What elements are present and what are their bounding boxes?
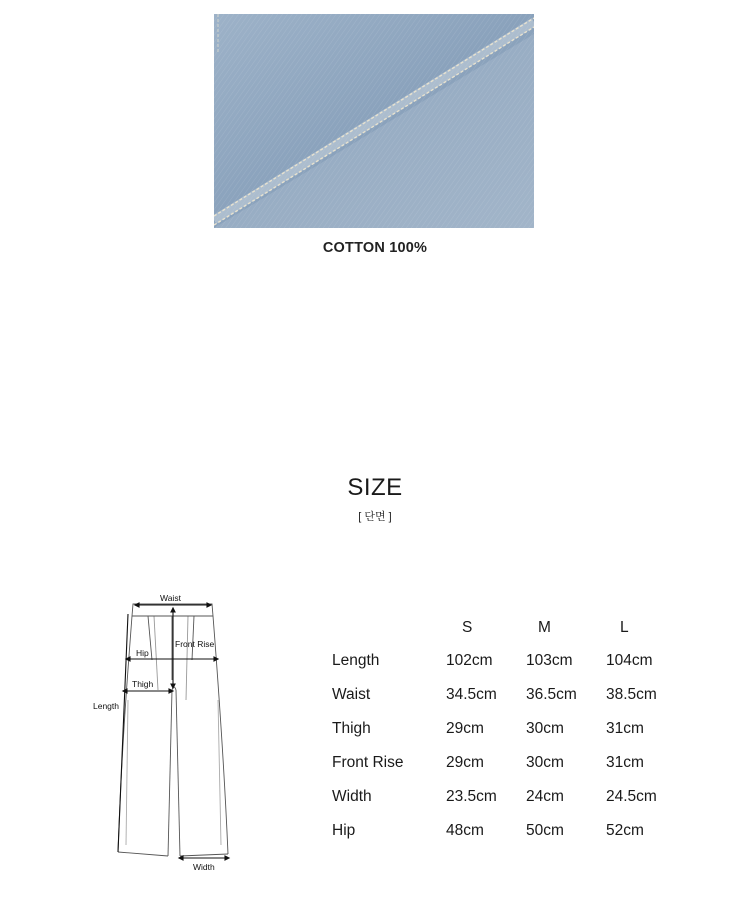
size-header-row [325, 612, 696, 644]
row-label: Front Rise [332, 754, 404, 771]
fabric-swatch-image [214, 14, 534, 228]
table-cell: 30cm [526, 754, 564, 771]
front-rise-label: Front Rise [175, 639, 215, 649]
table-cell: 31cm [606, 720, 644, 737]
length-label: Length [93, 701, 119, 711]
size-subheading: [ 단면 ] [358, 511, 392, 523]
table-cell: 36.5cm [526, 686, 577, 703]
table-row [325, 780, 696, 814]
table-row [325, 746, 696, 780]
row-label: Waist [332, 686, 371, 703]
hip-label: Hip [136, 648, 149, 658]
table-cell: 104cm [606, 652, 653, 669]
size-chart-table [325, 612, 696, 848]
table-cell: 52cm [606, 822, 644, 839]
row-label: Width [332, 788, 372, 805]
size-heading: SIZE [347, 474, 403, 501]
pants-measurement-diagram [88, 590, 248, 880]
table-cell: 29cm [446, 720, 484, 737]
row-label: Length [332, 652, 380, 669]
table-cell: 50cm [526, 822, 564, 839]
table-cell: 31cm [606, 754, 644, 771]
table-row [325, 814, 696, 848]
table-cell: 24cm [526, 788, 564, 805]
table-cell: 103cm [526, 652, 573, 669]
waist-label: Waist [160, 593, 181, 603]
table-cell: 29cm [446, 754, 484, 771]
table-cell: 48cm [446, 822, 484, 839]
material-composition: COTTON 100% [322, 240, 428, 256]
table-row [325, 644, 696, 678]
table-cell: 38.5cm [606, 686, 657, 703]
row-label: Thigh [332, 720, 371, 737]
table-cell: 102cm [446, 652, 493, 669]
width-label: Width [193, 862, 215, 872]
header-blank [325, 612, 446, 644]
size-column-header: M [538, 619, 551, 636]
table-row [325, 678, 696, 712]
size-column-header: L [620, 619, 629, 636]
table-cell: 24.5cm [606, 788, 657, 805]
thigh-label: Thigh [132, 679, 154, 689]
table-row [325, 712, 696, 746]
row-label: Hip [332, 822, 356, 839]
table-cell: 30cm [526, 720, 564, 737]
table-cell: 23.5cm [446, 788, 497, 805]
size-column-header: S [462, 619, 473, 636]
table-cell: 34.5cm [446, 686, 497, 703]
